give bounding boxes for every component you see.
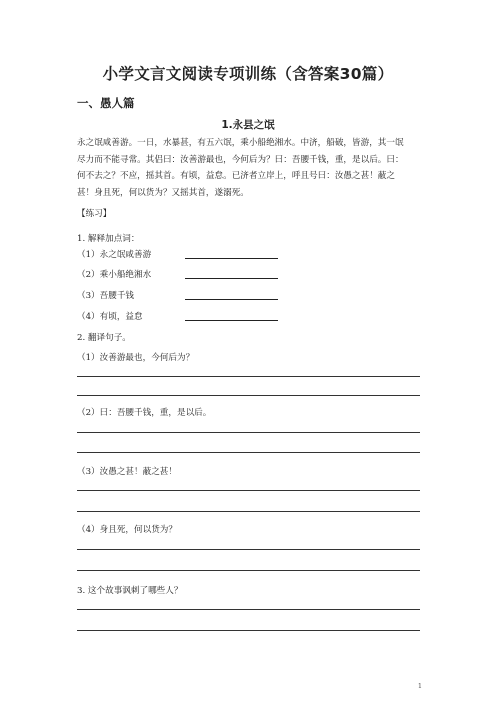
answer-line[interactable] xyxy=(77,376,420,377)
story-passage xyxy=(77,135,422,201)
vocab-item-text: （3）吾腰千钱 xyxy=(77,291,135,301)
vocab-item-text: （4）有顷，益怠 xyxy=(77,312,143,322)
page-number: 1 xyxy=(417,682,422,690)
answer-line[interactable] xyxy=(77,395,420,396)
section-heading: 一、愚人篇 xyxy=(77,96,135,110)
vocab-answer-blank[interactable] xyxy=(185,258,278,259)
translation-item: （4）身且死，何以货为？ xyxy=(77,525,177,535)
document-title: 小学文言文阅读专项训练（含答案30篇） xyxy=(102,65,394,83)
answer-line[interactable] xyxy=(77,490,420,491)
passage-line: 尽力而不能寻常。其侣曰：汝善游最也，今何后为？曰：吾腰千钱，重，是以后。曰： xyxy=(77,154,404,165)
answer-line[interactable] xyxy=(77,432,420,433)
answer-line[interactable] xyxy=(77,570,420,571)
vocab-item-text: （2）乘小船绝湘水 xyxy=(77,270,152,280)
answer-line[interactable] xyxy=(77,549,420,550)
vocab-item xyxy=(77,268,422,282)
passage-line: 永之氓咸善游。一日，水暴甚，有五六氓，乘小船绝湘水。中济，船破，皆游，其一氓 xyxy=(77,138,404,148)
question-2-prompt: 2. 翻译句子。 xyxy=(77,333,131,343)
vocab-item-text: （1）永之氓咸善游 xyxy=(77,250,152,260)
vocab-answer-blank[interactable] xyxy=(185,278,278,279)
question-3-prompt: 3. 这个故事讽刺了哪些人？ xyxy=(77,586,183,596)
practice-label: 【练习】 xyxy=(77,209,112,219)
passage-line: 甚！身且死，何以货为？又摇其首，遂溺死。 xyxy=(77,187,249,198)
question-1-prompt: 1. 解释加点词： xyxy=(77,234,140,244)
vocab-answer-blank[interactable] xyxy=(185,299,278,300)
answer-line[interactable] xyxy=(77,630,420,631)
vocab-answer-blank[interactable] xyxy=(185,320,278,321)
translation-item: （2）曰：吾腰千钱，重，是以后。 xyxy=(77,408,212,418)
story-title: 1.永县之氓 xyxy=(221,119,275,131)
vocab-item xyxy=(77,310,422,324)
vocab-item xyxy=(77,289,422,303)
translation-item: （1）汝善游最也，今何后为？ xyxy=(77,353,195,363)
vocab-item xyxy=(77,248,422,262)
answer-line[interactable] xyxy=(77,609,420,610)
passage-line: 何不去之？不应，摇其首。有顷，益怠。已济者立岸上，呼且号曰：汝愚之甚！蔽之 xyxy=(77,171,395,181)
answer-line[interactable] xyxy=(77,511,420,512)
answer-line[interactable] xyxy=(77,452,420,453)
translation-item: （3）汝愚之甚！蔽之甚！ xyxy=(77,467,177,477)
